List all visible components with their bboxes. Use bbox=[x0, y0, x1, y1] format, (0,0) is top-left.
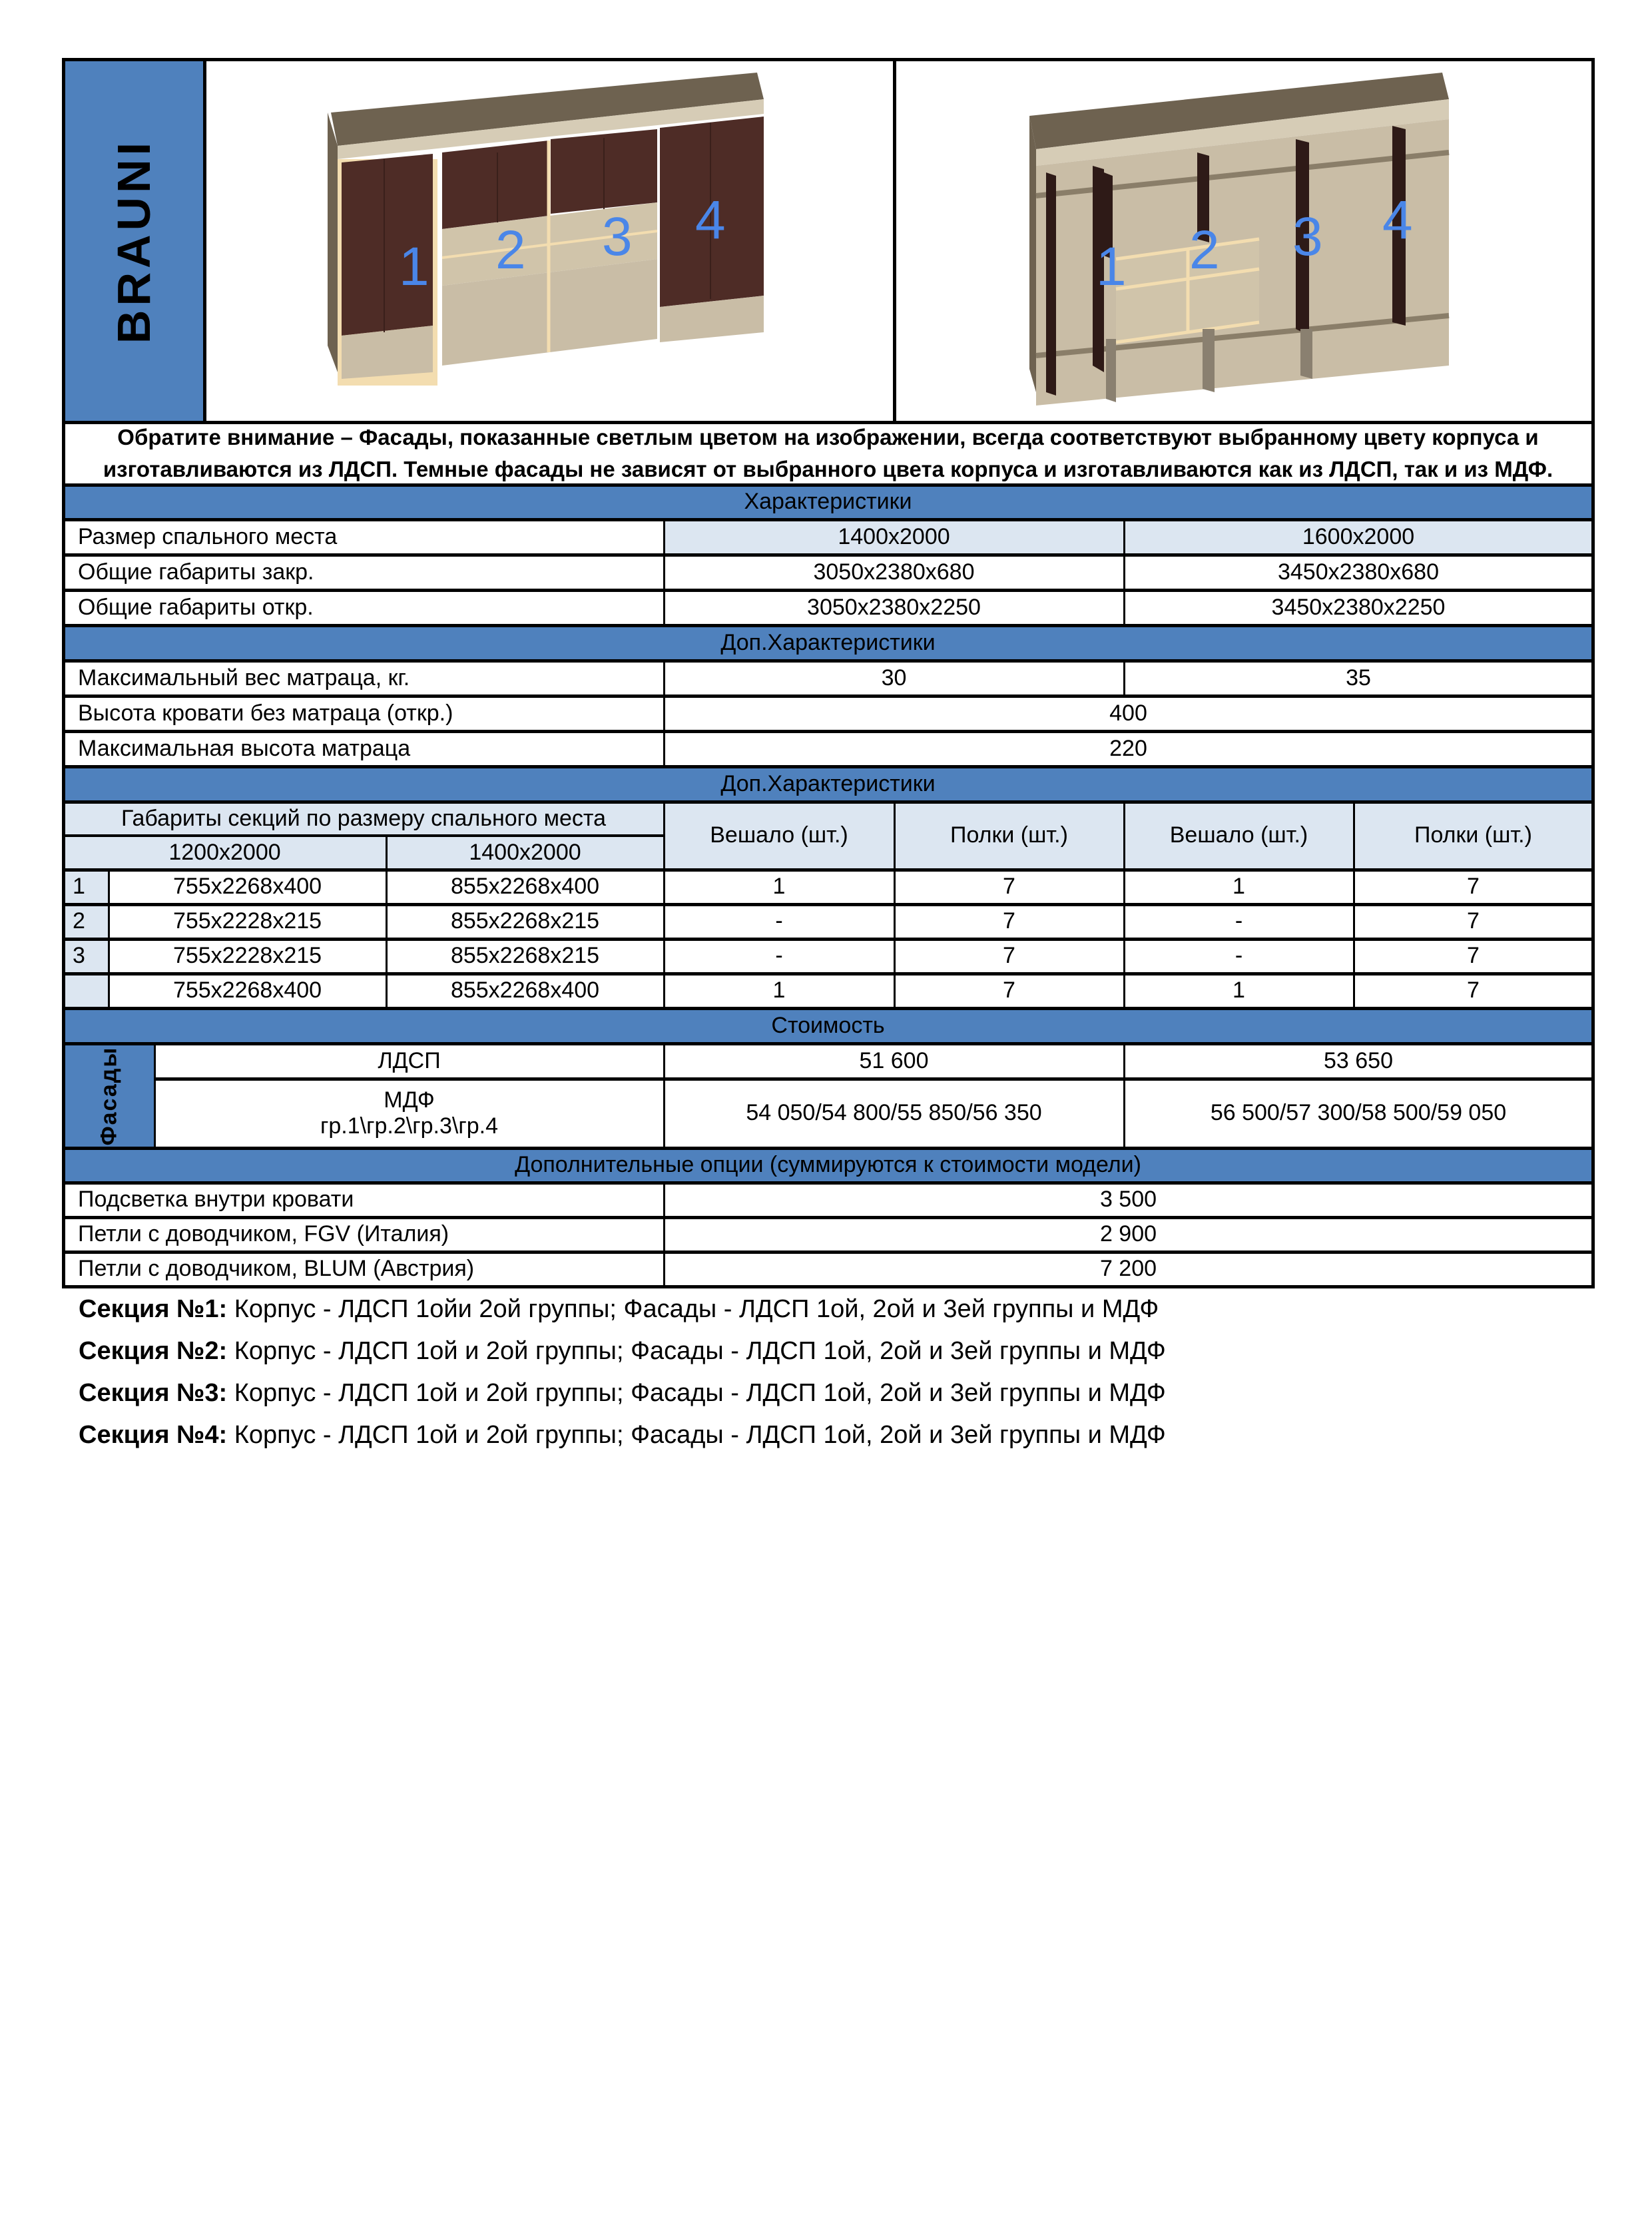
cost-ldsp-value-2: 53 650 bbox=[1324, 1047, 1393, 1073]
section-label-4: 4 bbox=[695, 190, 726, 250]
cost-mdf-value-1: 54 050/54 800/55 850/56 350 bbox=[746, 1100, 1042, 1126]
char-row-label: Общие габариты откр. bbox=[78, 594, 314, 620]
facade-label bbox=[63, 1043, 154, 1148]
section-shelves-1: 7 bbox=[1003, 908, 1015, 934]
section-note-text: Корпус - ЛДСП 1ойи 2ой группы; Фасады - ЛДСП 1ой, 2ой и 3ей группы и МДФ bbox=[227, 1295, 1159, 1323]
extra-row-label: Высота кровати без матраца (откр.) bbox=[78, 700, 453, 726]
closed-cabinet-image bbox=[204, 59, 894, 422]
col-header-hanger-2: Вешало (шт.) bbox=[1124, 802, 1354, 870]
section-number: 2 bbox=[63, 904, 109, 939]
open-section-label-3: 3 bbox=[1292, 206, 1323, 267]
section-hanger-2: - bbox=[1235, 943, 1243, 969]
section-shelves-1: 7 bbox=[1003, 977, 1015, 1003]
section-dims-1: 755x2228x215 bbox=[172, 943, 322, 969]
section-note-title: Секция №4: bbox=[79, 1421, 228, 1449]
section-hanger-1: 1 bbox=[772, 977, 786, 1003]
option-label: Петли с доводчиком, FGV (Италия) bbox=[78, 1221, 449, 1247]
char-row-value-2: 3450x2380x2250 bbox=[1271, 594, 1446, 620]
cost-ldsp-value-1: 51 600 bbox=[859, 1047, 929, 1073]
section-note bbox=[79, 1337, 1166, 1366]
sections-dims-header: Габариты секций по размеру спального места bbox=[63, 802, 664, 836]
section-note-text: Корпус - ЛДСП 1ой и 2ой группы; Фасады - ЛДСП 1ой, 2ой и 3ей группы и МДФ bbox=[227, 1421, 1166, 1449]
char-row-value-1: 3050x2380x2250 bbox=[807, 594, 981, 620]
section-shelves-2: 7 bbox=[1467, 908, 1480, 934]
section-dims-2: 855x2268x215 bbox=[450, 943, 600, 969]
section-note bbox=[79, 1421, 1166, 1450]
sections-size-2: 1400x2000 bbox=[386, 836, 664, 870]
section-label-1: 1 bbox=[399, 236, 429, 297]
cost-mdf-groups: гр.1\гр.2\гр.3\гр.4 bbox=[320, 1113, 498, 1139]
open-section-label-1: 1 bbox=[1096, 236, 1127, 297]
section-note bbox=[79, 1295, 1159, 1324]
section-number: 3 bbox=[63, 939, 109, 974]
section-note-title: Секция №2: bbox=[79, 1337, 228, 1365]
section-dims-1: 755x2268x400 bbox=[172, 977, 322, 1003]
characteristics-header: Характеристики bbox=[63, 485, 1593, 519]
closed-cabinet-drawing bbox=[204, 59, 894, 422]
char-row-value-2: 3450x2380x680 bbox=[1277, 559, 1439, 585]
cost-mdf-value-2: 56 500/57 300/58 500/59 050 bbox=[1210, 1100, 1507, 1126]
cost-mdf-title: МДФ bbox=[384, 1087, 435, 1113]
option-price: 3 500 bbox=[1099, 1187, 1157, 1213]
char-row-label: Общие габариты закр. bbox=[78, 559, 314, 585]
section-number bbox=[63, 974, 109, 1008]
section-number: 1 bbox=[63, 870, 109, 904]
open-section-label-2: 2 bbox=[1189, 220, 1220, 280]
section-label-3: 3 bbox=[602, 206, 633, 267]
section-hanger-2: - bbox=[1235, 908, 1243, 934]
extra-header: Доп.Характеристики bbox=[63, 625, 1593, 661]
section-note-title: Секция №1: bbox=[79, 1295, 228, 1323]
section-hanger-1: - bbox=[775, 943, 783, 969]
cost-header: Стоимость bbox=[63, 1008, 1593, 1043]
char-row-value-2: 1600x2000 bbox=[1124, 519, 1593, 555]
cost-ldsp-label: ЛДСП bbox=[378, 1047, 441, 1073]
section-shelves-2: 7 bbox=[1467, 977, 1480, 1003]
section-hanger-1: - bbox=[775, 908, 783, 934]
sections-size-1: 1200x2000 bbox=[63, 836, 386, 870]
section-hanger-2: 1 bbox=[1233, 874, 1245, 900]
char-row-value-1: 3050x2380x680 bbox=[813, 559, 975, 585]
extra-row-label: Максимальный вес матраца, кг. bbox=[78, 665, 410, 691]
extra-row-label: Максимальная высота матраца bbox=[78, 735, 411, 761]
char-row-value-1: 1400x2000 bbox=[664, 519, 1124, 555]
section-note bbox=[79, 1379, 1166, 1408]
option-price: 2 900 bbox=[1099, 1221, 1157, 1247]
extra-row-value: 400 bbox=[1109, 700, 1147, 726]
section-note-text: Корпус - ЛДСП 1ой и 2ой группы; Фасады - ЛДСП 1ой, 2ой и 3ей группы и МДФ bbox=[227, 1379, 1166, 1407]
extra-row-value: 220 bbox=[1109, 735, 1147, 761]
extra-row-value-1: 30 bbox=[881, 665, 907, 691]
section-hanger-2: 1 bbox=[1233, 977, 1245, 1003]
open-cabinet-image bbox=[896, 59, 1593, 422]
option-label: Петли с доводчиком, BLUM (Австрия) bbox=[78, 1256, 475, 1282]
section-dims-2: 855x2268x400 bbox=[450, 874, 600, 900]
open-cabinet-drawing bbox=[896, 59, 1593, 422]
notice bbox=[63, 422, 1593, 485]
section-note-text: Корпус - ЛДСП 1ой и 2ой группы; Фасады - ЛДСП 1ой, 2ой и 3ей группы и МДФ bbox=[227, 1337, 1166, 1365]
section-note-title: Секция №3: bbox=[79, 1379, 228, 1407]
option-price: 7 200 bbox=[1099, 1256, 1157, 1282]
extra-row-value-2: 35 bbox=[1346, 665, 1371, 691]
char-row-label: Размер спального места bbox=[78, 523, 338, 549]
section-hanger-1: 1 bbox=[772, 874, 786, 900]
sections-header: Доп.Характеристики bbox=[63, 766, 1593, 802]
section-shelves-1: 7 bbox=[1003, 943, 1015, 969]
section-shelves-2: 7 bbox=[1467, 874, 1480, 900]
open-section-label-4: 4 bbox=[1382, 190, 1413, 250]
section-label-2: 2 bbox=[495, 220, 526, 280]
cost-mdf-label bbox=[154, 1079, 664, 1148]
options-header: Дополнительные опции (суммируются к стоимости модели) bbox=[63, 1148, 1593, 1183]
facade-label-text: Фасады bbox=[96, 1046, 121, 1145]
section-shelves-1: 7 bbox=[1003, 874, 1015, 900]
section-dims-2: 855x2268x400 bbox=[450, 977, 600, 1003]
col-header-hanger-1: Вешало (шт.) bbox=[664, 802, 894, 870]
brand-name: BRAUNI bbox=[108, 138, 160, 344]
section-shelves-2: 7 bbox=[1467, 943, 1480, 969]
section-dims-1: 755x2268x400 bbox=[172, 874, 322, 900]
section-dims-2: 855x2268x215 bbox=[450, 908, 600, 934]
brand-banner bbox=[63, 59, 204, 422]
notice-line-1: Обратите внимание – Фасады, показанные светлым цветом на изображении, всегда соответствуют выбранному цвету корпуса и bbox=[117, 425, 1539, 450]
col-header-shelves-2: Полки (шт.) bbox=[1354, 802, 1593, 870]
col-header-shelves-1: Полки (шт.) bbox=[894, 802, 1124, 870]
notice-line-2: изготавливаются из ЛДСП. Темные фасады не зависят от выбранного цвета корпуса и изготавливаются как из ЛДСП, так и из МДФ. bbox=[103, 457, 1553, 481]
section-dims-1: 755x2228x215 bbox=[172, 908, 322, 934]
option-label: Подсветка внутри кровати bbox=[78, 1187, 354, 1213]
